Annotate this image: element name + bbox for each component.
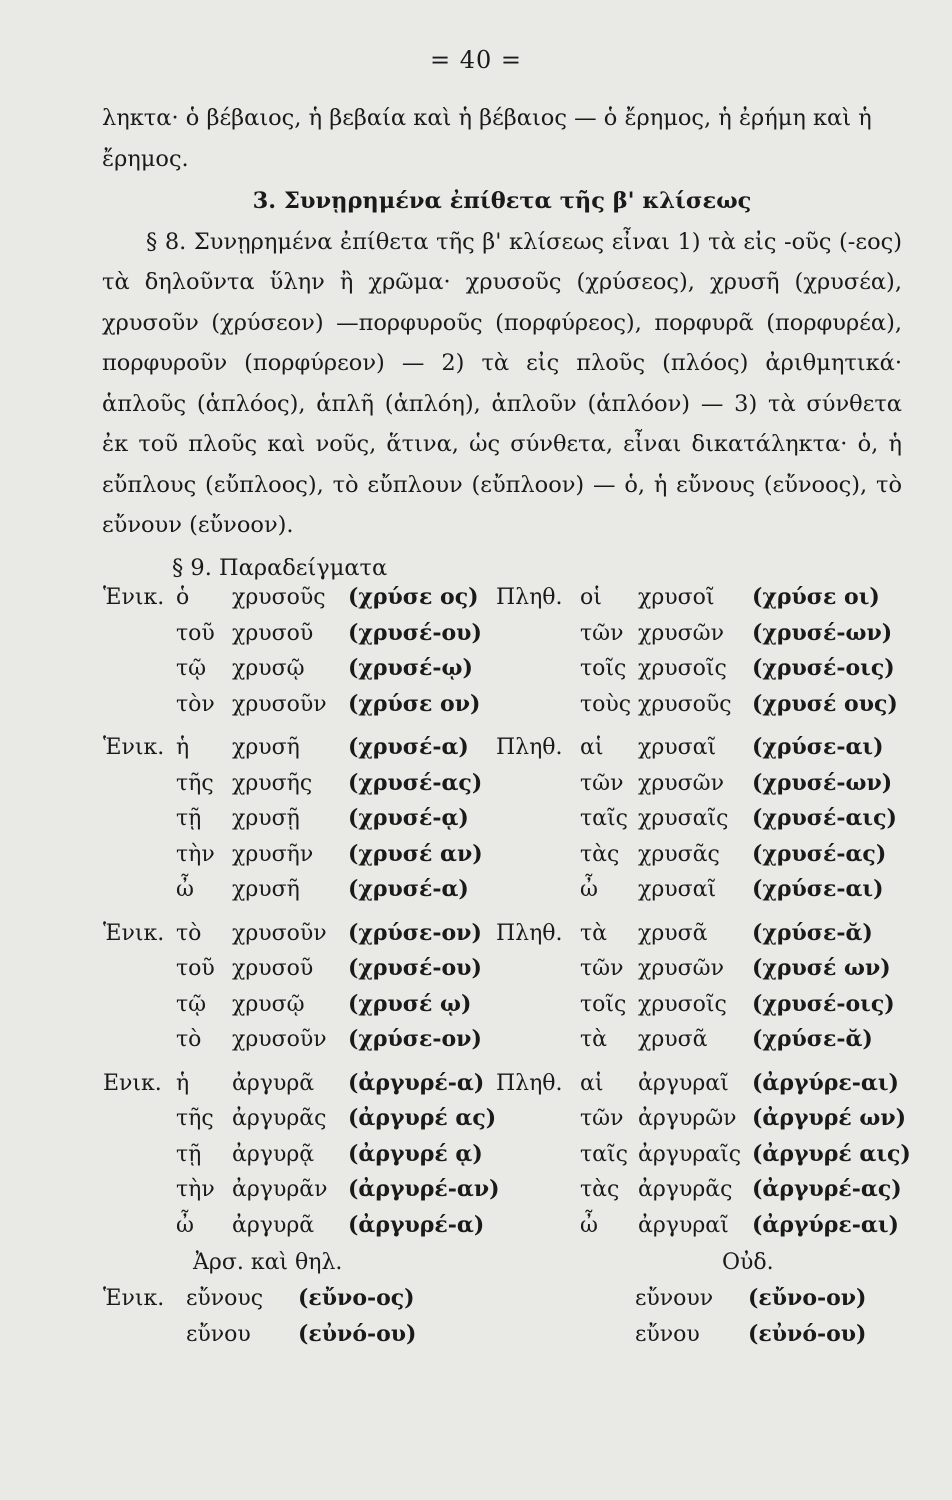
cell-pl-an: (χρύσε-αι)	[752, 876, 884, 902]
intro-text	[102, 98, 902, 588]
cell-sg-an: (ἀργυρέ-α)	[348, 1211, 485, 1238]
paragraph-8: § 8. Συνῃρημένα ἐπίθετα τῆς β' κλίσεως εἶναι 1) τὰ εἰς -οῦς (-εος) τὰ δηλοῦντα ὕλην ἢ χρῶμα· χρυσοῦς (χρύσεος), χρυσῆ (χρυσέα), χρυσοῦν (χρύσεον) —πορφυροῦς (πορφύρεος), πορφυρᾶ (πορφυρέα), πορφυροῦν (πορφύρεον) — 2) τὰ εἰς πλοῦς (πλόος) ἀριθμητικά· ἁπλοῦς (ἁπλόος), ἁπλῆ (ἁπλόη), ἁπλοῦν (ἁπλόον) — 3) τὰ σύνθετα ἐκ τοῦ πλοῦς καὶ νοῦς, ἅτινα, ὡς σύνθετα, εἶναι δικατάληκτα· ὁ, ἡ εὔπλους (εὔπλοος), τὸ εὔπλουν (εὔπλοον) — ὁ, ἡ εὔνους (εὔνοος), τὸ εὔνουν (εὔνοον).	[102, 228, 902, 538]
declension-row	[0, 730, 952, 766]
cell-sg-art: τὴν	[176, 841, 215, 867]
cell-pl-form: ἀργυραῖ	[638, 1212, 729, 1238]
cell-sg-art: τῷ	[176, 656, 207, 681]
cell-pl-an: (χρυσέ-οις)	[752, 655, 895, 681]
cell-sg-an: (ἀργυρέ-αν)	[348, 1176, 500, 1202]
cell-sg-form: χρυσοῦς	[232, 585, 326, 610]
cell-pl-an: (χρυσέ-ων)	[752, 619, 893, 646]
cell-sg-form: ἀργυρᾶν	[232, 1177, 328, 1202]
cell-sg-an: (χρυσέ-ου)	[348, 955, 482, 981]
cell-pl-form: χρυσῶν	[638, 620, 724, 646]
declension-row	[0, 916, 952, 952]
cell-pl-art: ταῖς	[580, 806, 628, 831]
cell-sg-form: ἀργυρᾷ	[232, 1141, 315, 1167]
cell-pl-art: τῶν	[580, 620, 624, 646]
cell-sg-form: ἀργυρᾶς	[232, 1106, 327, 1131]
cell-pl-form: χρυσῶν	[638, 956, 724, 981]
cell-pl-an: (χρυσέ-αις)	[752, 805, 897, 831]
cell-pl-an: (χρυσέ ους)	[752, 690, 898, 717]
declension-row	[0, 1066, 952, 1102]
header-right: Οὐδ.	[722, 1250, 774, 1275]
cell-sg-form: ἀργυρᾶ	[232, 1070, 315, 1096]
cell-pl-art: τοὺς	[580, 691, 632, 717]
cell-sg-an: (ἀργυρέ ᾳ)	[348, 1140, 483, 1167]
cell-form1: εὔνου	[186, 1321, 251, 1347]
declension-block	[0, 916, 952, 1058]
cell-pl-form: χρυσαῖ	[638, 735, 717, 760]
declension-row	[0, 837, 952, 873]
declension-row	[0, 1101, 952, 1137]
cell-pl-form: χρυσῶν	[638, 770, 724, 796]
cell-pl-an: (ἀργυρέ-ας)	[752, 1176, 902, 1202]
cell-pl-an: (χρύσε οι)	[752, 584, 880, 610]
cell-sg-form: χρυσοῦ	[232, 956, 314, 981]
cell-pl-art: αἱ	[580, 1070, 604, 1096]
cell-pl-label: Πληθ.	[496, 1070, 563, 1096]
cell-pl-form: χρυσαῖ	[638, 877, 717, 902]
cell-sg-form: χρυσοῦν	[232, 1027, 327, 1052]
cell-sg-form: χρυσῷ	[232, 991, 305, 1017]
cell-sg-form: χρυσῆν	[232, 841, 314, 867]
declension-row	[0, 951, 952, 987]
cell-form2: εὔνουν	[635, 1286, 714, 1311]
cell-pl-label: Πληθ.	[496, 920, 563, 946]
cell-pl-art: τοῖς	[580, 991, 627, 1017]
cell-form2: εὔνου	[635, 1321, 700, 1347]
cell-pl-form: ἀργυρῶν	[638, 1106, 737, 1131]
cell-pl-form: χρυσοῖς	[638, 991, 727, 1017]
cell-pl-form: χρυσᾶ	[638, 920, 708, 946]
declension-row	[0, 766, 952, 802]
cell-pl-form: χρυσᾶ	[638, 1027, 708, 1052]
cell-sg-art: τῇ	[176, 806, 202, 831]
declension-block	[0, 730, 952, 908]
cell-sg-art: τοῦ	[176, 620, 215, 646]
cell-sg-an: (χρυσέ-α)	[348, 734, 469, 760]
cell-sg-art: τὴν	[176, 1177, 215, 1202]
cell-pl-an: (χρύσε-αι)	[752, 734, 884, 760]
cell-sg-an: (χρυσέ-ου)	[348, 619, 482, 646]
cell-pl-an: (χρύσε-ᾰ)	[752, 919, 873, 946]
cell-pl-art: τὰς	[580, 1177, 620, 1202]
cell-pl-form: ἀργυρᾶς	[638, 1177, 733, 1202]
cell-sg-form: χρυσοῦ	[232, 620, 314, 646]
cell-an1: (εὐνό-ου)	[298, 1320, 417, 1347]
cell-sg-form: χρυσῇ	[232, 806, 300, 831]
cell-sg-an: (χρυσέ-ας)	[348, 769, 483, 796]
declension-row	[0, 1317, 952, 1353]
declension-tables	[0, 580, 952, 1352]
cell-sg-form: χρυσῆ	[232, 877, 300, 902]
declension-row	[0, 616, 952, 652]
cell-sg-an: (χρυσέ ῳ)	[348, 990, 472, 1017]
cell-pl-art: οἱ	[580, 585, 602, 610]
cell-pl-form: ἀργυραῖ	[638, 1070, 729, 1096]
cell-pl-form: χρυσοῦς	[638, 691, 732, 717]
cell-sg-art: ὦ	[176, 1212, 194, 1238]
cell-sg-form: χρυσῷ	[232, 656, 305, 681]
cell-pl-an: (χρυσέ ων)	[752, 955, 891, 981]
cell-sg-an: (χρύσε-ον)	[348, 919, 482, 946]
cell-pl-art: ὦ	[580, 877, 598, 902]
declension-block	[0, 580, 952, 722]
cell-sg-form: χρυσῆ	[232, 735, 300, 760]
declension-row	[0, 580, 952, 616]
declension-row	[0, 987, 952, 1023]
declension-row	[0, 1208, 952, 1244]
cell-pl-art: τῶν	[580, 956, 624, 981]
cell-pl-art: ταῖς	[580, 1141, 628, 1167]
cell-sg-art: ὦ	[176, 877, 194, 902]
cell-form1: εὔνους	[186, 1286, 264, 1311]
cell-pl-art: τῶν	[580, 1106, 624, 1131]
declension-row	[0, 1022, 952, 1058]
cell-pl-form: χρυσοῖ	[638, 585, 715, 610]
paragraph-9: § 9. Παραδείγματα	[172, 554, 388, 581]
cell-sg-form: χρυσοῦν	[232, 920, 327, 946]
cell-sg-an: (ἀργυρέ ας)	[348, 1105, 497, 1131]
gender-header	[0, 1245, 952, 1281]
cell-an1: (εὔνο-ος)	[298, 1285, 415, 1311]
cell-sg-form: χρυσοῦν	[232, 691, 327, 717]
cell-sg-form: ἀργυρᾶ	[232, 1212, 315, 1238]
cell-pl-an: (χρύσε-ᾰ)	[752, 1026, 873, 1052]
cell-sg-an: (ἀργυρέ-α)	[348, 1069, 485, 1096]
cell-sg-an: (χρύσε-ον)	[348, 1026, 482, 1052]
cell-sg-art: τὸ	[176, 1027, 202, 1052]
cell-sg-art: τὸν	[176, 691, 215, 717]
declension-row	[0, 1281, 952, 1317]
cell-pl-an: (ἀργύρε-αι)	[752, 1211, 899, 1238]
page-number: = 40 =	[429, 46, 522, 74]
section-heading: 3. Συνῃρημένα ἐπίθετα τῆς β' κλίσεως	[252, 188, 752, 214]
header-left: Ἀρσ. καὶ θηλ.	[193, 1250, 343, 1275]
cell-pl-art: τὰ	[580, 1027, 608, 1052]
cell-sg-art: ἡ	[176, 735, 190, 760]
cell-pl-form: χρυσαῖς	[638, 806, 729, 831]
cell-sg-art: ἡ	[176, 1070, 190, 1096]
cell-sg-an: (χρυσέ-ῳ)	[348, 655, 473, 681]
declension-row	[0, 651, 952, 687]
cell-sg-art: τὸ	[176, 920, 202, 946]
declension-row	[0, 687, 952, 723]
cell-pl-an: (χρυσέ-ων)	[752, 769, 893, 796]
cell-sg-label: Ἑνικ.	[103, 735, 165, 760]
cell-sg-an: (χρυσέ-α)	[348, 876, 469, 902]
cell-sg-form: χρυσῆς	[232, 770, 313, 796]
cell-sg-an: (χρύσε ος)	[348, 584, 479, 610]
declension-row	[0, 1172, 952, 1208]
declension-block	[0, 1066, 952, 1244]
cell-pl-art: τὰ	[580, 920, 608, 946]
declension-block-eunous	[0, 1281, 952, 1352]
cell-pl-an: (χρυσέ-ας)	[752, 840, 887, 867]
cell-sg-an: (χρυσέ-ᾳ)	[348, 805, 469, 831]
intro-line: ληκτα· ὁ βέβαιος, ἡ βεβαία καὶ ἡ βέβαιος — ὁ ἔρημος, ἡ ἐρήμη καὶ ἡ ἔρημος.	[102, 105, 872, 172]
cell-pl-art: ὦ	[580, 1212, 598, 1238]
cell-pl-form: ἀργυραῖς	[638, 1141, 742, 1167]
cell-an2: (εὔνο-ον)	[748, 1285, 867, 1311]
cell-pl-art: τῶν	[580, 770, 624, 796]
cell-sg-art: τῇ	[176, 1141, 202, 1167]
cell-pl-form: χρυσοῖς	[638, 656, 727, 681]
cell-sg-art: ὁ	[176, 585, 190, 610]
cell-pl-art: αἱ	[580, 735, 604, 760]
cell-sg-art: τῆς	[176, 770, 214, 796]
cell-sg-label: Ἑνικ.	[103, 585, 165, 610]
cell-an2: (εὐνό-ου)	[748, 1320, 867, 1347]
cell-sg-label: Ἑνικ.	[103, 920, 165, 946]
cell-sg-art: τῷ	[176, 991, 207, 1017]
cell-pl-art: τοῖς	[580, 656, 627, 681]
declension-row	[0, 801, 952, 837]
cell-pl-an: (χρυσέ-οις)	[752, 990, 895, 1017]
cell-pl-art: τὰς	[580, 841, 620, 867]
cell-sg-art: τῆς	[176, 1106, 214, 1131]
declension-row	[0, 1137, 952, 1173]
cell-sg-art: τοῦ	[176, 956, 215, 981]
cell-pl-form: χρυσᾶς	[638, 841, 720, 867]
cell-pl-label: Πληθ.	[496, 735, 563, 760]
cell-sg-label: Ενικ.	[103, 1070, 162, 1096]
cell-label: Ἑνικ.	[103, 1286, 165, 1311]
cell-pl-an: (ἀργυρέ αις)	[752, 1140, 911, 1167]
cell-pl-an: (ἀργύρε-αι)	[752, 1069, 899, 1096]
cell-sg-an: (χρύσε ον)	[348, 690, 481, 717]
cell-pl-an: (ἀργυρέ ων)	[752, 1105, 907, 1131]
cell-sg-an: (χρυσέ αν)	[348, 840, 483, 867]
cell-pl-label: Πληθ.	[496, 585, 563, 610]
declension-row	[0, 872, 952, 908]
